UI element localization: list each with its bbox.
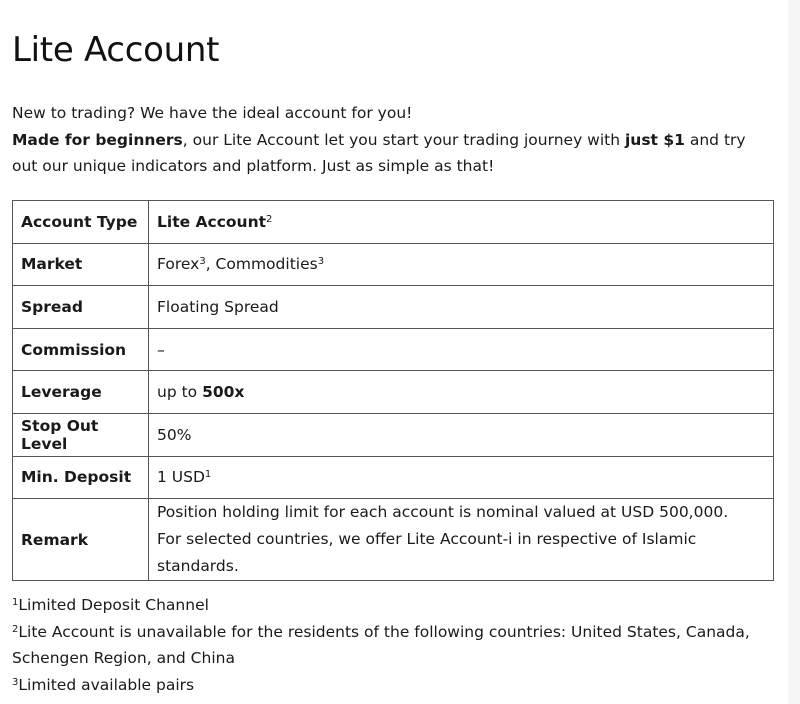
remark-line-1: Position holding limit for each account is nominal valued at USD 500,000. xyxy=(157,503,729,522)
account-type-value xyxy=(149,201,774,244)
leverage-amount: 500x xyxy=(202,383,245,402)
leverage-prefix: up to xyxy=(157,383,203,402)
spread-label: Spread xyxy=(13,286,149,329)
remark-label: Remark xyxy=(13,499,149,581)
intro-line-1: New to trading? We have the ideal account for you! xyxy=(12,104,413,122)
market-value xyxy=(149,243,774,286)
min-deposit-label: Min. Deposit xyxy=(13,456,149,499)
page-scroll-edge xyxy=(788,0,800,704)
leverage-label: Leverage xyxy=(13,371,149,414)
account-type-label: Account Type xyxy=(13,201,149,244)
footnote-3 xyxy=(12,672,782,699)
table-row-account-type xyxy=(13,201,774,244)
intro-text xyxy=(12,100,774,180)
spread-value: Floating Spread xyxy=(149,286,774,329)
market-commodities: , Commodities xyxy=(205,255,318,274)
intro-bold-lead: Made for beginners xyxy=(12,130,183,149)
table-row-leverage xyxy=(13,371,774,414)
remark-line-2: For selected countries, we offer Lite Account-i in respective of Islamic standards. xyxy=(157,530,697,576)
intro-text-a: , our Lite Account let you start your trading journey with xyxy=(182,130,625,149)
market-forex: Forex xyxy=(157,255,200,274)
min-deposit-footnote-ref: 1 xyxy=(204,469,212,481)
footnote-3-text: Limited available pairs xyxy=(18,675,195,694)
footnote-2 xyxy=(12,619,782,672)
min-deposit-amount: 1 USD xyxy=(157,468,205,487)
footnote-1 xyxy=(12,592,782,619)
leverage-value xyxy=(149,371,774,414)
commission-label: Commission xyxy=(13,328,149,371)
stop-out-value: 50% xyxy=(149,413,774,456)
table-row-market xyxy=(13,243,774,286)
footnote-1-text: Limited Deposit Channel xyxy=(18,596,209,614)
footnote-2-text: Lite Account is unavailable for the residents of the following countries: United States, Canada, Schengen Region, and China xyxy=(12,622,750,667)
remark-value xyxy=(149,499,774,581)
table-row-min-deposit xyxy=(13,456,774,499)
account-type-footnote-ref: 2 xyxy=(266,213,273,225)
footnote-2-number: 2 xyxy=(12,623,19,635)
intro-text-b: and try out our unique indicators and platform. Just as simple as that! xyxy=(12,130,746,175)
market-label: Market xyxy=(13,243,149,286)
market-forex-footnote-ref: 3 xyxy=(199,256,206,268)
intro-line-2 xyxy=(12,127,774,180)
account-spec-table xyxy=(12,200,774,581)
table-row-spread xyxy=(13,286,774,329)
footnote-3-number: 3 xyxy=(12,676,19,688)
table-row-stop-out xyxy=(13,413,774,456)
intro-bold-amount: just $1 xyxy=(624,130,685,149)
stop-out-label: Stop Out Level xyxy=(13,413,149,456)
footnote-1-number: 1 xyxy=(12,597,19,608)
market-commodities-footnote-ref: 3 xyxy=(317,256,325,268)
account-type-text: Lite Account xyxy=(157,212,267,231)
commission-value: – xyxy=(149,328,774,371)
table-row-commission xyxy=(13,328,774,371)
page-title: Lite Account xyxy=(12,30,220,70)
footnotes xyxy=(12,592,782,698)
min-deposit-value xyxy=(149,456,774,499)
table-row-remark xyxy=(13,499,774,581)
